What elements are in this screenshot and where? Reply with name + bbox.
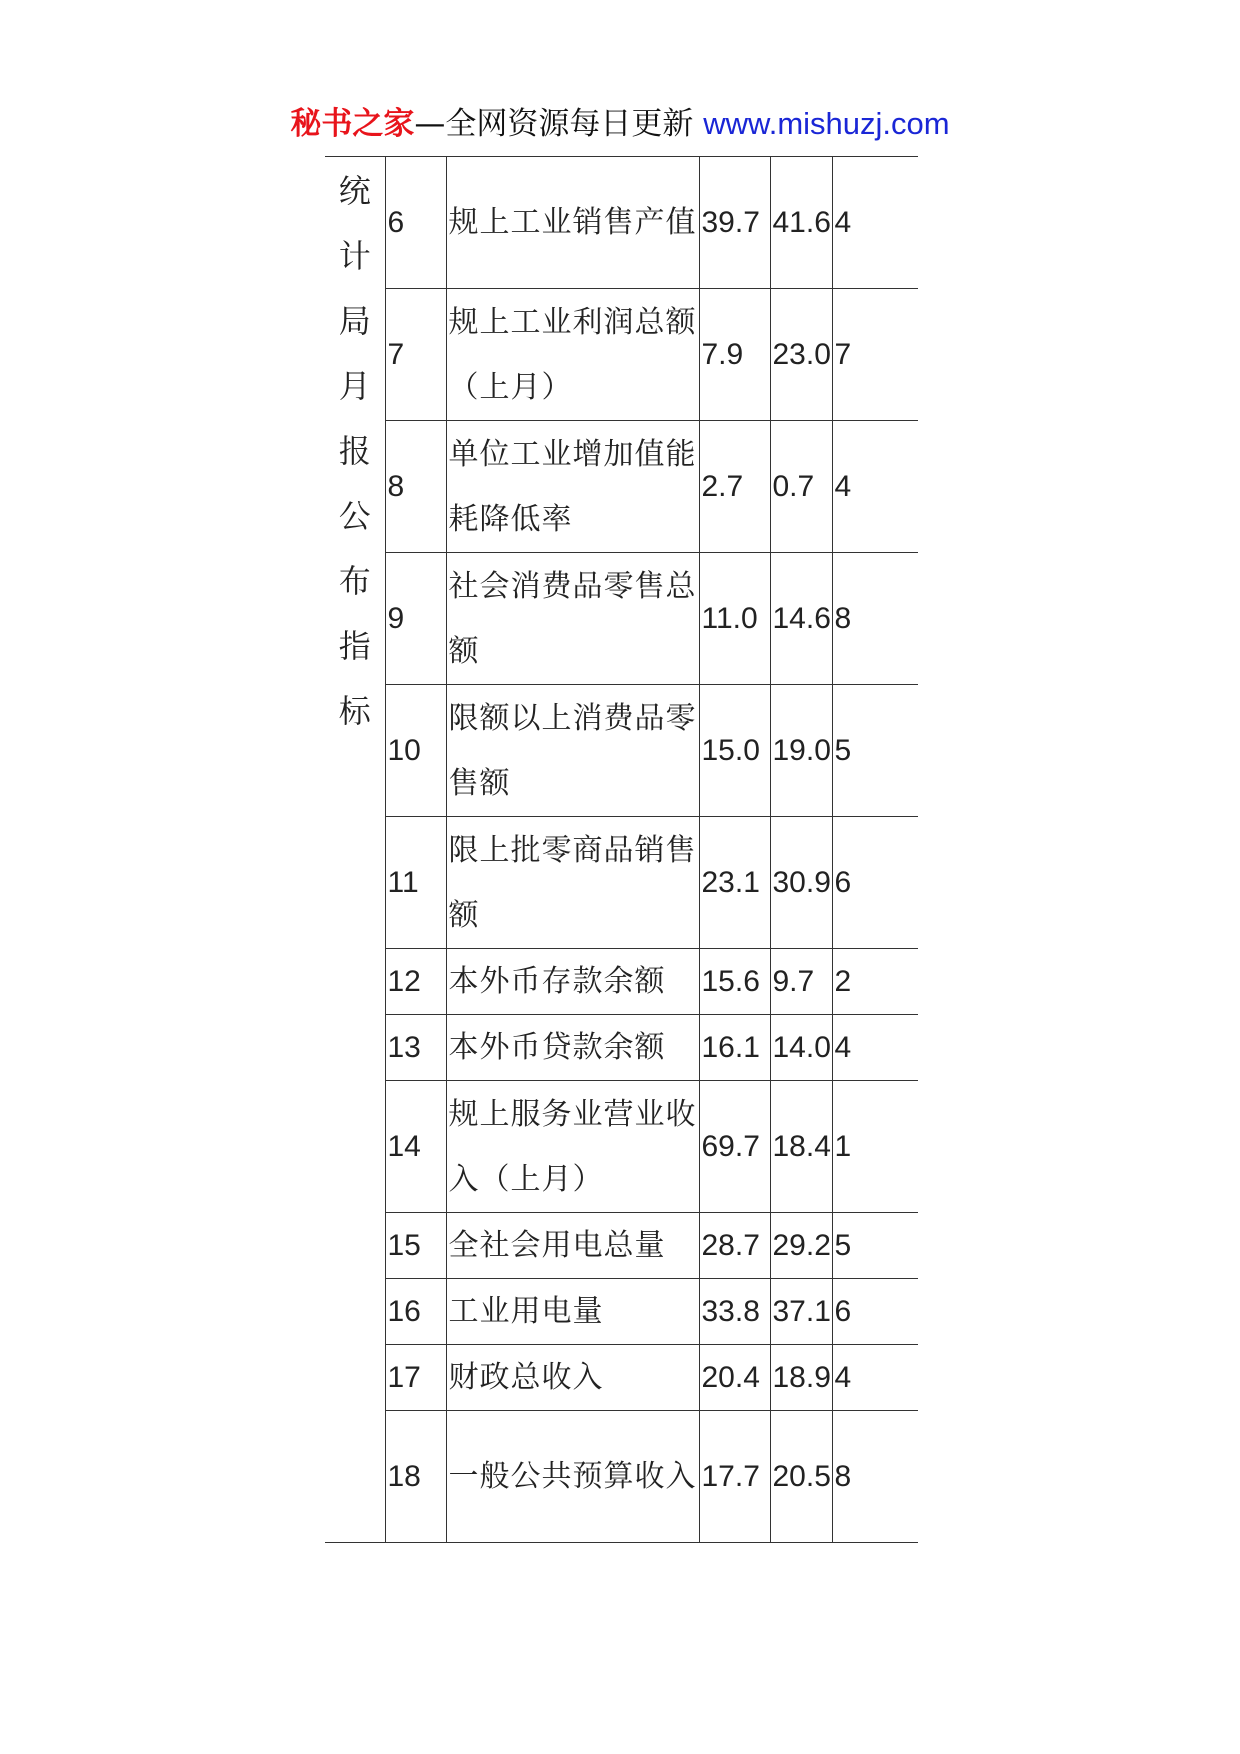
table-body: [325, 157, 918, 1543]
value-b-cell: 23.0: [770, 289, 832, 421]
value-a-cell: 69.7: [699, 1081, 770, 1213]
row-number-cell: 9: [385, 553, 446, 685]
value-c-cell: 4: [832, 1015, 918, 1081]
value-b-cell: 14.6: [770, 553, 832, 685]
indicator-name-cell: 本外币存款余额: [446, 949, 699, 1015]
row-number-cell: 18: [385, 1411, 446, 1543]
value-b-cell: 37.1: [770, 1279, 832, 1345]
table-row: [325, 1345, 918, 1411]
category-cell: [325, 157, 385, 1543]
category-char: 月: [338, 367, 371, 405]
value-a-cell: 20.4: [699, 1345, 770, 1411]
value-a-cell: 23.1: [699, 817, 770, 949]
value-c-cell: 7: [832, 289, 918, 421]
table-row: [325, 553, 918, 685]
value-c-cell: 6: [832, 817, 918, 949]
table-row: [325, 1081, 918, 1213]
row-number-cell: 8: [385, 421, 446, 553]
indicator-name-cell: 限上批零商品销售额: [446, 817, 699, 949]
row-number-cell: 15: [385, 1213, 446, 1279]
value-a-cell: 39.7: [699, 157, 770, 289]
value-a-cell: 2.7: [699, 421, 770, 553]
value-c-cell: 6: [832, 1279, 918, 1345]
value-c-cell: 4: [832, 1345, 918, 1411]
table-row: [325, 685, 918, 817]
value-b-cell: 0.7: [770, 421, 832, 553]
value-a-cell: 7.9: [699, 289, 770, 421]
row-number-cell: 13: [385, 1015, 446, 1081]
category-char: 报: [338, 432, 371, 470]
value-b-cell: 41.6: [770, 157, 832, 289]
value-b-cell: 9.7: [770, 949, 832, 1015]
value-a-cell: 33.8: [699, 1279, 770, 1345]
value-b-cell: 18.4: [770, 1081, 832, 1213]
indicator-name-cell: 限额以上消费品零售额: [446, 685, 699, 817]
value-b-cell: 29.2: [770, 1213, 832, 1279]
value-b-cell: 18.9: [770, 1345, 832, 1411]
row-number-cell: 12: [385, 949, 446, 1015]
category-char: 计: [338, 237, 371, 275]
category-char: 布: [338, 562, 371, 600]
indicator-name-cell: 规上工业利润总额（上月）: [446, 289, 699, 421]
table-row: [325, 1015, 918, 1081]
table-row: [325, 817, 918, 949]
indicator-name-cell: 本外币贷款余额: [446, 1015, 699, 1081]
site-url[interactable]: www.mishuzj.com: [703, 106, 950, 141]
value-b-cell: 30.9: [770, 817, 832, 949]
row-number-cell: 10: [385, 685, 446, 817]
value-c-cell: 4: [832, 421, 918, 553]
row-number-cell: 14: [385, 1081, 446, 1213]
value-c-cell: 5: [832, 1213, 918, 1279]
value-a-cell: 16.1: [699, 1015, 770, 1081]
header-slogan: —全网资源每日更新: [414, 106, 704, 142]
value-b-cell: 19.0: [770, 685, 832, 817]
indicator-name-cell: 工业用电量: [446, 1279, 699, 1345]
table-row: [325, 1213, 918, 1279]
value-c-cell: 5: [832, 685, 918, 817]
table-row: [325, 1279, 918, 1345]
table-row: [325, 289, 918, 421]
table-row: [325, 421, 918, 553]
page-header: [0, 102, 1240, 146]
category-char: 统: [338, 172, 371, 210]
value-c-cell: 2: [832, 949, 918, 1015]
table-row: [325, 157, 918, 289]
row-number-cell: 16: [385, 1279, 446, 1345]
indicator-name-cell: 一般公共预算收入: [446, 1411, 699, 1543]
row-number-cell: 11: [385, 817, 446, 949]
brand-name: 秘书之家: [290, 106, 415, 142]
category-char: 公: [338, 497, 371, 535]
indicator-name-cell: 规上工业销售产值: [446, 157, 699, 289]
category-char: 指: [338, 627, 371, 665]
indicator-name-cell: 财政总收入: [446, 1345, 699, 1411]
value-a-cell: 17.7: [699, 1411, 770, 1543]
table-row: [325, 949, 918, 1015]
row-number-cell: 17: [385, 1345, 446, 1411]
value-c-cell: 1: [832, 1081, 918, 1213]
statistics-table: [325, 156, 918, 1543]
value-c-cell: 8: [832, 553, 918, 685]
value-a-cell: 15.0: [699, 685, 770, 817]
category-char: 标: [338, 692, 371, 730]
value-a-cell: 28.7: [699, 1213, 770, 1279]
category-char: 局: [338, 302, 371, 340]
value-b-cell: 14.0: [770, 1015, 832, 1081]
value-a-cell: 11.0: [699, 553, 770, 685]
table-row: [325, 1411, 918, 1543]
value-a-cell: 15.6: [699, 949, 770, 1015]
value-b-cell: 20.5: [770, 1411, 832, 1543]
row-number-cell: 7: [385, 289, 446, 421]
value-c-cell: 8: [832, 1411, 918, 1543]
row-number-cell: 6: [385, 157, 446, 289]
indicator-name-cell: 全社会用电总量: [446, 1213, 699, 1279]
indicator-name-cell: 规上服务业营业收入（上月）: [446, 1081, 699, 1213]
indicator-name-cell: 社会消费品零售总额: [446, 553, 699, 685]
indicator-name-cell: 单位工业增加值能耗降低率: [446, 421, 699, 553]
value-c-cell: 4: [832, 157, 918, 289]
